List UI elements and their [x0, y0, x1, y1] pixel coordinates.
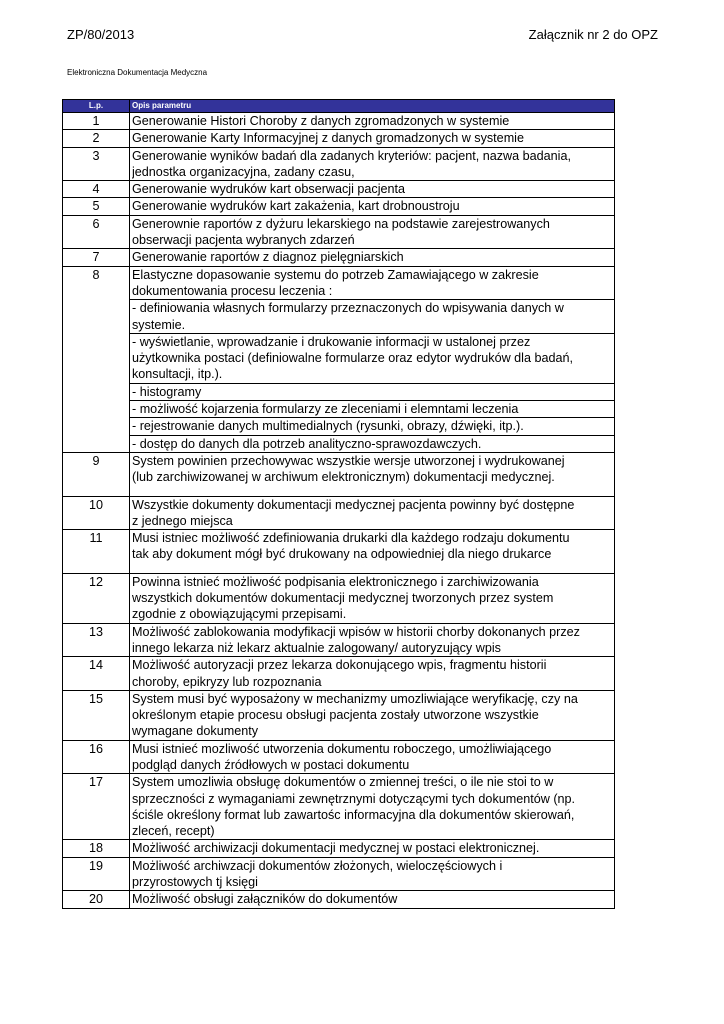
- row-description: [130, 690, 615, 740]
- description-line: z jednego miejsca: [132, 513, 233, 528]
- description-line: Możliwość archiwzacji dokumentów złożonych, wieloczęściowych i: [132, 858, 503, 873]
- description-line: innego lekarza niż lekarz aktualnie zalogowany/ autoryzujący wpis: [132, 640, 501, 655]
- table-row: [63, 198, 615, 215]
- row-description: [130, 113, 615, 130]
- row-number: 12: [63, 573, 130, 623]
- table-row: [63, 113, 615, 130]
- description-part: [132, 267, 612, 300]
- description-part: [130, 417, 614, 434]
- row-number: 9: [63, 452, 130, 496]
- description-line: System powinien przechowywac wszystkie wersje utworzonej i wydrukowanej: [132, 453, 565, 468]
- table-row: [63, 857, 615, 891]
- description-line: wszystkich dokumentów dokumentacji medycznej tworzonych przez system: [132, 591, 554, 606]
- description-line: Elastyczne dopasowanie systemu do potrzeb Zamawiającego w zakresie: [132, 267, 539, 282]
- table-row: [63, 740, 615, 774]
- description-part: [132, 840, 612, 856]
- table-row: [63, 891, 615, 908]
- table-row: [63, 215, 615, 249]
- description-part: [132, 216, 612, 249]
- row-number: 1: [63, 113, 130, 130]
- description-line: Musi istnieć mozliwość utworzenia dokumentu roboczego, umożliwiającego: [132, 741, 552, 756]
- row-description: [130, 623, 615, 657]
- row-description: [130, 266, 615, 452]
- description-part: [132, 741, 612, 774]
- row-description: [130, 774, 615, 840]
- description-line: Możliwość zablokowania modyfikacji wpisów w historii chorby dokonanych przez: [132, 624, 580, 639]
- row-number: 16: [63, 740, 130, 774]
- description-line: obserwacji pacjenta wybranych zdarzeń: [132, 233, 355, 248]
- table-row: [63, 452, 615, 496]
- description-line: tak aby dokument mógł być drukowany na odpowiedniej dla niego drukarce: [132, 547, 552, 562]
- description-part: [132, 497, 612, 530]
- description-line: Możliwość obsługi załączników do dokumentów: [132, 892, 398, 907]
- row-number: 2: [63, 130, 130, 147]
- description-line: przyrostowych tj księgi: [132, 875, 258, 890]
- table-row: [63, 840, 615, 857]
- description-part: [132, 657, 612, 690]
- description-line: Generowanie Karty Informacyjnej z danych gromadzonych w systemie: [132, 131, 524, 146]
- row-number: 10: [63, 496, 130, 530]
- description-line: Generowanie wyników badań dla zadanych kryteriów: pacjent, nazwa badania,: [132, 148, 571, 163]
- row-description: [130, 657, 615, 691]
- description-part: [132, 453, 612, 486]
- row-description: [130, 496, 615, 530]
- row-number: 5: [63, 198, 130, 215]
- row-spacer: [132, 563, 612, 573]
- row-description: [130, 891, 615, 908]
- description-part: [132, 624, 612, 657]
- table-row: [63, 774, 615, 840]
- row-description: [130, 573, 615, 623]
- table-row: [63, 496, 615, 530]
- row-number: 15: [63, 690, 130, 740]
- row-description: [130, 198, 615, 215]
- row-description: [130, 530, 615, 574]
- description-line: Generowanie wydruków kart zakażenia, kart drobnoustroju: [132, 199, 460, 214]
- description-line: ściśle określony format lub zawartośc informacyjna dla dokumentów skierowań,: [132, 807, 575, 822]
- row-spacer: [132, 486, 612, 496]
- table-row: [63, 690, 615, 740]
- row-description: [130, 130, 615, 147]
- requirements-table: [62, 99, 615, 909]
- description-part: [132, 774, 612, 839]
- description-part: [132, 858, 612, 891]
- description-line: System umozliwia obsługę dokumentów o zmiennej treści, o ile nie stoi to w: [132, 775, 554, 790]
- description-part: [132, 148, 612, 181]
- description-line: sprzeczności z wymaganiami zewnętrznymi dotyczącymi tych dokumentów (np.: [132, 791, 576, 806]
- description-line: System musi być wyposażony w mechanizmy umozliwiające weryfikację, czy na: [132, 691, 578, 706]
- description-part: [130, 299, 614, 333]
- description-line: (lub zarchiwizowanej w archiwum elektronicznym) dokumentacji medycznej.: [132, 470, 555, 485]
- row-description: [130, 215, 615, 249]
- table-row: [63, 181, 615, 198]
- description-line: - definiowania własnych formularzy przeznaczonych do wpisywania danych w: [132, 301, 564, 316]
- row-number: 13: [63, 623, 130, 657]
- description-line: określonym etapie procesu obsługi pacjenta zostały utworzone wszystkie: [132, 708, 539, 723]
- row-number: 19: [63, 857, 130, 891]
- column-header-description: Opis parametru: [130, 100, 615, 113]
- description-part: [132, 249, 612, 265]
- row-number: 8: [63, 266, 130, 452]
- description-line: - rejestrowanie danych multimedialnych (rysunki, obrazy, dźwięki, itp.).: [132, 419, 524, 434]
- description-line: systemie.: [132, 317, 186, 332]
- table-row: [63, 266, 615, 452]
- table-row: [63, 573, 615, 623]
- description-part: [130, 435, 614, 452]
- row-description: [130, 857, 615, 891]
- row-number: 6: [63, 215, 130, 249]
- description-line: - wyświetlanie, wprowadzanie i drukowanie informacji w ustalonej przez: [132, 334, 531, 349]
- attachment-label: Załącznik nr 2 do OPZ: [528, 27, 658, 42]
- row-number: 18: [63, 840, 130, 857]
- description-line: dokumentowania procesu leczenia :: [132, 283, 333, 298]
- row-number: 3: [63, 147, 130, 181]
- table-row: [63, 623, 615, 657]
- table-row: [63, 249, 615, 266]
- row-number: 14: [63, 657, 130, 691]
- description-line: Możliwość archiwizacji dokumentacji medycznej w postaci elektronicznej.: [132, 841, 540, 856]
- description-line: Generowanie wydruków kart obserwacji pacjenta: [132, 182, 405, 197]
- description-line: Powinna istnieć możliwość podpisania elektronicznego i zarchiwizowania: [132, 574, 539, 589]
- row-number: 17: [63, 774, 130, 840]
- table-header-row: [63, 100, 615, 113]
- description-part: [130, 383, 614, 400]
- row-description: [130, 147, 615, 181]
- column-header-lp: L.p.: [63, 100, 130, 113]
- description-line: choroby, epikryzy lub rozpoznania: [132, 674, 322, 689]
- row-number: 7: [63, 249, 130, 266]
- row-description: [130, 181, 615, 198]
- description-part: [132, 113, 612, 129]
- description-line: Generowanie raportów z diagnoz pielęgniarskich: [132, 250, 404, 265]
- description-line: użytkownika postaci (definiowalne formularze oraz edytor wydruków dla badań,: [132, 351, 574, 366]
- description-line: Możliwość autoryzacji przez lekarza dokonującego wpis, fragmentu historii: [132, 658, 547, 673]
- row-description: [130, 452, 615, 496]
- description-line: jednostka organizacyjna, zadany czasu,: [132, 164, 355, 179]
- document-reference: ZP/80/2013: [67, 27, 135, 42]
- description-part: [132, 574, 612, 623]
- description-part: [132, 530, 612, 563]
- description-line: konsultacji, itp.).: [132, 367, 223, 382]
- description-part: [132, 130, 612, 146]
- description-part: [130, 333, 614, 383]
- description-part: [130, 400, 614, 417]
- description-line: - dostęp do danych dla potrzeb analityczno-sprawozdawczych.: [132, 436, 482, 451]
- description-line: Musi istniec możliwość zdefiniowania drukarki dla każdego rodzaju dokumentu: [132, 531, 570, 546]
- description-line: podgląd danych źródłowych w postaci dokumentu: [132, 757, 410, 772]
- description-part: [132, 198, 612, 214]
- table-row: [63, 530, 615, 574]
- row-description: [130, 740, 615, 774]
- table-row: [63, 657, 615, 691]
- document-subtitle: Elektroniczna Dokumentacja Medyczna: [67, 68, 208, 77]
- description-line: wymagane dokumenty: [132, 724, 259, 739]
- description-line: Wszystkie dokumenty dokumentacji medycznej pacjenta powinny być dostępne: [132, 497, 575, 512]
- row-description: [130, 249, 615, 266]
- description-part: [132, 891, 612, 907]
- description-part: [132, 691, 612, 740]
- description-line: - histogramy: [132, 384, 202, 399]
- row-number: 4: [63, 181, 130, 198]
- description-line: zgodnie z obowiązującymi przepisami.: [132, 607, 347, 622]
- description-line: - możliwość kojarzenia formularzy ze zleceniami i elemntami leczenia: [132, 402, 519, 417]
- description-line: Generowanie Histori Choroby z danych zgromadzonych w systemie: [132, 114, 510, 128]
- table-row: [63, 147, 615, 181]
- description-part: [132, 181, 612, 197]
- description-line: Generownie raportów z dyżuru lekarskiego na podstawie zarejestrowanych: [132, 216, 550, 231]
- table-row: [63, 130, 615, 147]
- description-line: zleceń, recept): [132, 824, 215, 839]
- row-number: 11: [63, 530, 130, 574]
- row-description: [130, 840, 615, 857]
- row-number: 20: [63, 891, 130, 908]
